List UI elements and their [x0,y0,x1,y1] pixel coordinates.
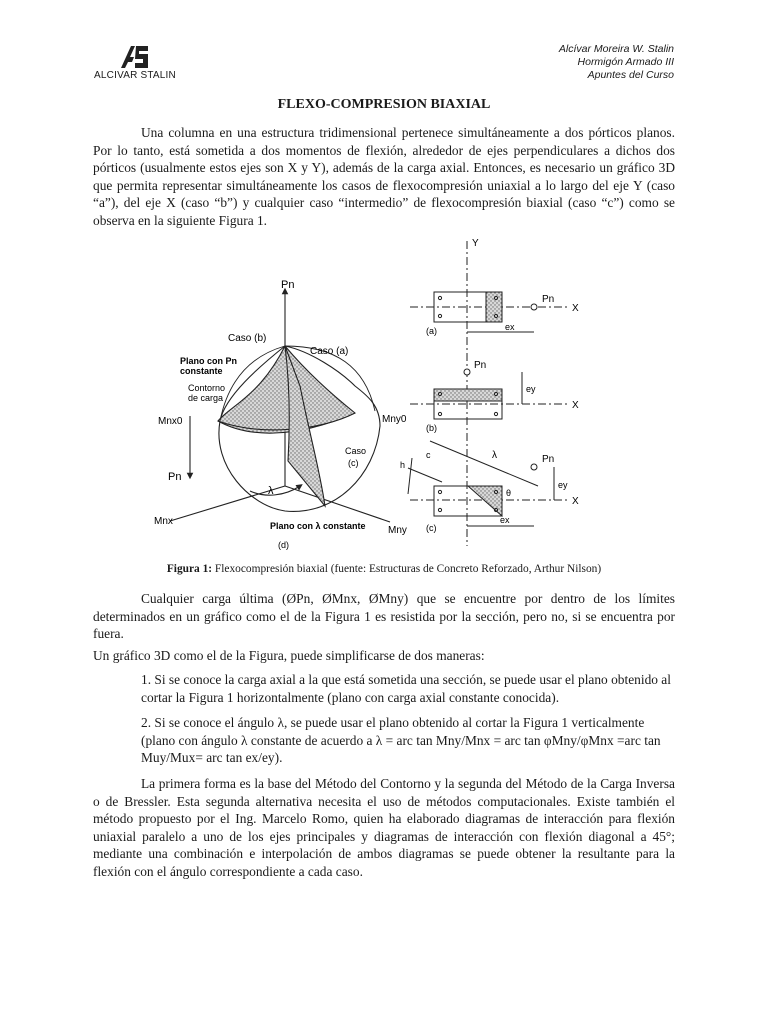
simplify-paragraph: Un gráfico 3D como el de la Figura, puede simplificarse de dos maneras: [93,648,485,663]
header-course: Hormigón Armado III [577,56,674,68]
plano-pn-label: Plano con Pn [180,356,238,366]
header-notes: Apuntes del Curso [587,69,674,81]
pn-height-label: Pn [168,471,182,483]
caso-b-label: Caso (b) [228,333,267,344]
header-author: Alcívar Moreira W. Stalin [558,43,674,55]
mnx0-label: Mnx0 [158,416,183,427]
intro-paragraph: Una columna en una estructura tridimensional pertenece simultáneamente a dos pórticos planos. Por lo tanto, está sometida a dos momentos de flexión, alrededor de ejes perpendiculares a dichos dos pórticos (usualmente estos ejes son X y Y), además de la carga axial. Entonces, es necesario un gráfico 3D que permita representar simultáneamente los casos de flexocompresión uniaxial a lo largo del eje Y (caso “a”), del eje X (caso “b”) y cualquier caso “intermedio” de flexocompresión biaxial (caso “c”) como se observa en la siguiente Figura 1. [93,125,675,228]
logo-mark-icon [118,43,152,69]
lambda-c-label: λ [492,450,497,461]
mnx-axis-label: Mnx [154,516,173,527]
caption-label: Figura 1: [166,563,213,575]
closing-paragraph: La primera forma es la base del Método del Contorno y la segunda del Método de la Carga Inversa o de Bressler. Esta segunda alternativa necesita el uso de métodos computacionales. Existe también el método propuesto por el Ing. Marcelo Romo, quien ha elaborado diagramas de interacción para flexión uniaxial paralelo a uno de los ejes principales y diagramas de interacción con flexión diagonal a 45°; mediante una combinación e interpolación de ambos diagramas se puede obtener la resultante para la flexión con el ángulo correspondiente a cada caso. [93,776,675,879]
x-axis-a-label: X [572,303,579,314]
pn-a-label: Pn [542,294,555,305]
page-title: FLEXO-COMPRESION BIAXIAL [277,97,491,112]
pn-b-label: Pn [474,360,487,371]
interaction-surface-3d [170,291,390,522]
ey-b-label: ey [526,384,536,394]
caso-a-label: Caso (a) [310,346,349,357]
list-item-2: 2. Si se conoce el ángulo λ, se puede usar el plano obtenido al cortar la Figura 1 verticalmente (plano con ángulo λ constante de acuerdo a λ = arc tan Mny/Mnx = arc tan φMny/φMnx =arc tan Muy/Mux= arc tan ex/ey). [141,715,661,766]
ex-c-label: ex [500,515,510,525]
logo-text: ALCIVAR STALIN [94,70,176,81]
section-c-label: (c) [426,523,437,533]
lambda-label: λ [268,485,274,497]
biaxial-diagram [150,236,610,556]
h-label: h [400,460,406,470]
caso-c-paren: (c) [348,458,359,468]
contorno-label: Contorno [188,383,226,393]
y-axis-label: Y [472,238,479,249]
caso-c-label: Caso [345,446,367,456]
pn-c-label: Pn [542,454,555,465]
de-carga-label: de carga [188,393,224,403]
mny0-label: Mny0 [382,414,407,425]
figure-1 [150,236,610,556]
ex-a-label: ex [505,322,515,332]
plano-lambda-label: Plano con λ constante [270,521,366,531]
document-header [559,43,674,82]
ey-c-label: ey [558,480,568,490]
caption-text: Flexocompresión biaxial (fuente: Estructuras de Concreto Reforzado, Arthur Nilson) [212,563,602,575]
x-axis-b-label: X [572,400,579,411]
mny-axis-label: Mny [388,525,407,536]
column-sections [408,241,570,546]
c-depth-label: c [426,450,431,460]
constante-label: constante [180,366,223,376]
logo [93,43,177,83]
pn-axis-label: Pn [281,279,295,291]
theta-label: θ [506,488,512,498]
ultimate-load-paragraph: Cualquier carga última (ØPn, ØMnx, ØMny) que se encuentre por dentro de los límites determinados en un gráfico como el de la Figura 1 es resistida por la sección, pero no, si se encuentra por fuera. [93,591,675,642]
figure-caption [0,563,768,575]
figure-d-label: (d) [278,540,289,550]
section-b-label: (b) [426,423,437,433]
list-item-1: 1. Si se conoce la carga axial a la que está sometida una sección, se puede usar el plano obtenido al cortar la Figura 1 horizontalmente (plano con carga axial constante conocida). [141,672,671,705]
section-a-label: (a) [426,326,437,336]
x-axis-c-label: X [572,496,579,507]
